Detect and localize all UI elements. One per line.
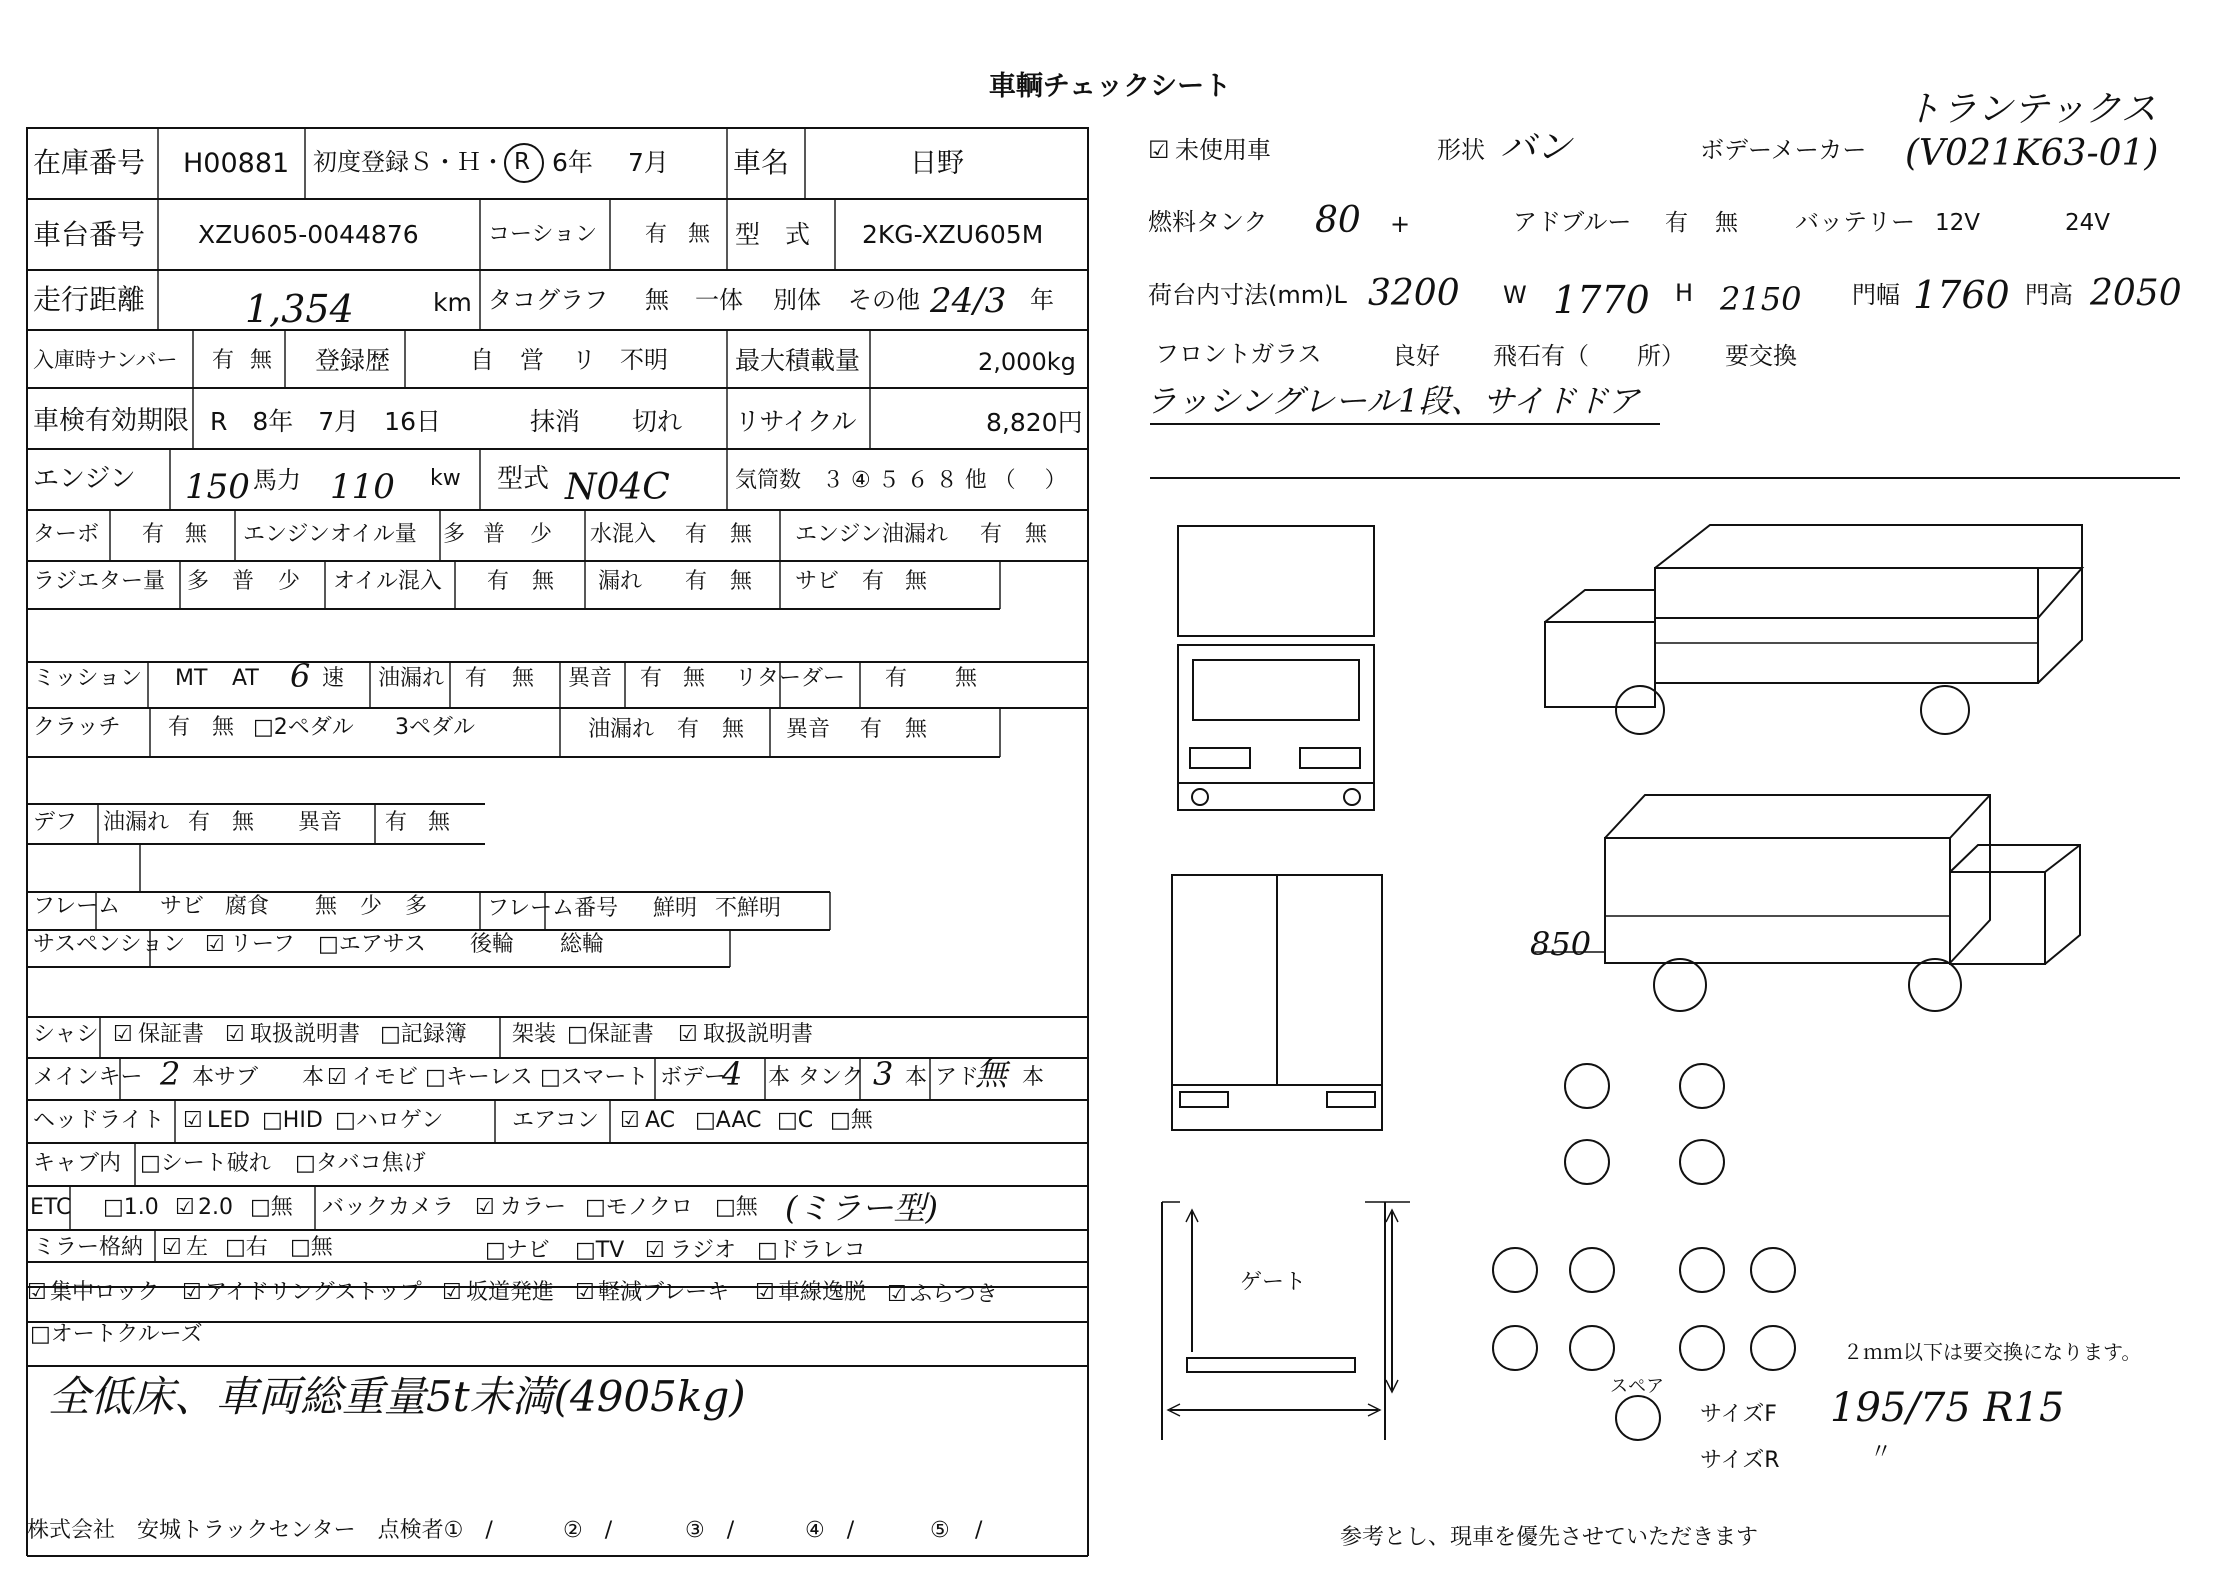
entry-plate-label: 入庫時ナンバー bbox=[33, 348, 178, 372]
clutch-no: 無 bbox=[212, 715, 235, 740]
tire-m1 bbox=[1565, 1140, 1609, 1184]
maker-label: 車名 bbox=[733, 146, 790, 179]
mileage-label: 走行距離 bbox=[33, 283, 146, 316]
era-value: R bbox=[514, 149, 530, 175]
cancelled: 抹消 bbox=[530, 407, 581, 436]
shape-label: 形状 bbox=[1437, 136, 1485, 164]
truck-front-view bbox=[1178, 526, 1374, 810]
body-key-unit: 本 bbox=[768, 1065, 791, 1090]
body-warranty: □保証書 bbox=[567, 1022, 654, 1047]
inspector-2: ② / bbox=[563, 1518, 613, 1543]
battery-24v: 24V bbox=[2065, 210, 2111, 236]
mileage-handwritten: 1,354 bbox=[245, 287, 354, 331]
battery-label: バッテリー bbox=[1795, 208, 1915, 236]
frame-none: 無 bbox=[315, 894, 338, 919]
tank-key-count: 3 bbox=[873, 1055, 894, 1093]
chassis-warranty: 保証書 bbox=[138, 1022, 205, 1047]
sheet-title: 車輌チェックシート bbox=[988, 71, 1232, 102]
mileage-unit: km bbox=[433, 288, 472, 317]
frame-few: 少 bbox=[360, 894, 383, 919]
caution-yes: 有 bbox=[645, 222, 668, 247]
body-manual: 取扱説明書 bbox=[703, 1022, 814, 1047]
truck-side-view-right bbox=[1545, 525, 2082, 734]
clutch-leak-yes: 有 bbox=[677, 717, 700, 742]
entry-plate-yes: 有 bbox=[212, 348, 235, 373]
inspector-5-slash: / bbox=[975, 1518, 983, 1543]
mission-mt: MT bbox=[175, 666, 208, 691]
tacho-integrated: 一体 bbox=[695, 286, 743, 314]
expired: 切れ bbox=[632, 407, 683, 436]
headlight-led: LED bbox=[207, 1108, 251, 1133]
door-height-label: 門高 bbox=[2025, 281, 2073, 309]
oil-normal: 普 bbox=[483, 522, 506, 547]
adblue-yes: 有 bbox=[1665, 210, 1688, 236]
frame-rust: サビ bbox=[160, 894, 205, 919]
clutch-3pedal: 3ペダル bbox=[395, 715, 475, 740]
diff-noise-no: 無 bbox=[428, 810, 451, 835]
camera-mono: □モノクロ bbox=[585, 1195, 693, 1220]
cab-label: キャブ内 bbox=[33, 1151, 122, 1176]
suspension-label: サスペンション bbox=[33, 932, 186, 957]
body-docs-label: 架装 bbox=[512, 1022, 557, 1047]
chassis-manual: 取扱説明書 bbox=[250, 1022, 361, 1047]
idling-stop: アイドリングストップ bbox=[205, 1280, 422, 1305]
stock-number: H00881 bbox=[183, 148, 290, 179]
rust-yes: 有 bbox=[862, 569, 885, 594]
diff-label: デフ bbox=[33, 810, 78, 835]
frame-many: 多 bbox=[405, 894, 428, 919]
leak-yes: 有 bbox=[685, 569, 708, 594]
mission-noise-label: 異音 bbox=[568, 666, 613, 691]
clutch-leak-label: 油漏れ bbox=[588, 717, 655, 742]
sub-key-label: 本サブ bbox=[192, 1065, 259, 1090]
door-height-handwritten: 2050 bbox=[2090, 273, 2182, 314]
cylinders-options: ３ ④ ５ ６ ８ 他 （ ） bbox=[822, 468, 1067, 493]
engine-leak-no: 無 bbox=[1025, 522, 1048, 547]
tank-key-label: タンク bbox=[798, 1065, 864, 1090]
inspector-3: ③ / bbox=[685, 1518, 735, 1543]
headlight-label: ヘッドライト bbox=[33, 1108, 165, 1133]
body-maker-label: ボデーメーカー bbox=[1700, 136, 1867, 164]
clutch-noise-label: 異音 bbox=[786, 717, 831, 742]
engine-leak-yes: 有 bbox=[980, 522, 1003, 547]
oil-many: 多 bbox=[443, 522, 466, 547]
reg-history-lease: リ bbox=[572, 346, 596, 374]
chassis-number: XZU605-0044876 bbox=[198, 220, 419, 249]
tire-fl bbox=[1565, 1064, 1609, 1108]
tacho-none: 無 bbox=[645, 286, 669, 314]
cargo-length-handwritten: 3200 bbox=[1368, 273, 1460, 314]
rust-label: サビ bbox=[795, 569, 840, 594]
cargo-height-label: H bbox=[1675, 279, 1694, 307]
headlight-hid: □HID bbox=[262, 1108, 323, 1133]
etc-2-0: 2.0 bbox=[198, 1195, 233, 1220]
mirror-right: □右 bbox=[225, 1235, 268, 1260]
tobacco-burn: □タバコ焦げ bbox=[295, 1151, 426, 1176]
front-glass-good: 良好 bbox=[1392, 342, 1440, 370]
tacho-year-unit: 年 bbox=[1030, 286, 1054, 314]
inspection-date: R 8年 7月 16日 bbox=[210, 407, 441, 436]
diff-noise-yes: 有 bbox=[385, 810, 408, 835]
front-glass-label: フロントガラス bbox=[1155, 340, 1322, 368]
caution-label: コーション bbox=[488, 222, 598, 247]
size-rear-value: 〃 bbox=[1870, 1440, 1893, 1465]
size-front-handwritten: 195/75 R15 bbox=[1830, 1385, 2065, 1431]
leak-no: 無 bbox=[730, 569, 753, 594]
cargo-width-handwritten: 1770 bbox=[1553, 278, 1650, 322]
water-yes: 有 bbox=[685, 522, 708, 547]
turbo-no: 無 bbox=[185, 522, 208, 547]
mirror-fold-label: ミラー格納 bbox=[33, 1235, 144, 1260]
reg-history-self: 自 bbox=[470, 346, 494, 374]
aircon-c: □C bbox=[777, 1108, 814, 1133]
engine-model-label: 型式 bbox=[497, 464, 550, 494]
lane-departure: 車線逸脱 bbox=[778, 1280, 867, 1305]
mission-leak-no: 無 bbox=[512, 666, 535, 691]
auto-cruise: □オートクルーズ bbox=[30, 1322, 203, 1347]
retarder-no: 無 bbox=[955, 666, 978, 691]
size-front-label: サイズF bbox=[1700, 1402, 1777, 1427]
radiator-label: ラジエター量 bbox=[33, 569, 166, 594]
cargo-dimensions-label: 荷台内寸法(mm)L bbox=[1148, 281, 1347, 309]
reduce-brake: 軽減ブレーキ bbox=[598, 1280, 730, 1305]
front-glass-chip: 飛石有（ 所） bbox=[1493, 342, 1685, 370]
oil-few: 少 bbox=[530, 522, 553, 547]
max-load-label: 最大積載量 bbox=[735, 346, 861, 375]
tire-rl-in bbox=[1570, 1248, 1614, 1292]
tacho-date-handwritten: 24/3 bbox=[930, 281, 1007, 321]
mission-at: AT bbox=[232, 666, 259, 691]
immobilizer: イモビ bbox=[352, 1065, 419, 1090]
inspector-4: ④ / bbox=[805, 1518, 855, 1543]
camera-none: □無 bbox=[715, 1195, 758, 1220]
diff-noise-label: 異音 bbox=[298, 810, 343, 835]
chassis-record: □記録簿 bbox=[380, 1022, 467, 1047]
unused-vehicle: 未使用車 bbox=[1175, 136, 1271, 164]
frame-number-unclear: 不鮮明 bbox=[715, 896, 782, 921]
engine-leak-label: エンジン油漏れ bbox=[795, 522, 948, 547]
main-key-label: メインキー bbox=[33, 1065, 143, 1090]
etc-none: □無 bbox=[250, 1195, 293, 1220]
maker-value: 日野 bbox=[910, 148, 964, 179]
tacho-other: その他 bbox=[848, 286, 920, 314]
cylinders-label: 気筒数 bbox=[735, 468, 802, 493]
clutch-2pedal: □2ペダル bbox=[253, 715, 354, 740]
body-key-count: 4 bbox=[722, 1055, 743, 1093]
clutch-yes: 有 bbox=[168, 715, 191, 740]
model-label: 型 式 bbox=[735, 220, 811, 249]
size-rear-label: サイズR bbox=[1700, 1448, 1780, 1473]
reg-history-business: 営 bbox=[520, 346, 544, 374]
suspension-leaf-box: ☑ bbox=[205, 932, 225, 957]
clutch-noise-no: 無 bbox=[905, 717, 928, 742]
navi: □ナビ bbox=[485, 1238, 550, 1263]
tank-key-unit: 本 bbox=[905, 1065, 928, 1090]
tire-spare bbox=[1616, 1396, 1660, 1440]
turbo-yes: 有 bbox=[142, 522, 165, 547]
gate-diagram bbox=[1162, 1202, 1410, 1440]
drive-recorder: □ドラレコ bbox=[757, 1238, 866, 1263]
clutch-leak-no: 無 bbox=[722, 717, 745, 742]
adblue-key-count: 無 bbox=[975, 1055, 1008, 1093]
chassis-docs-label: シャシ bbox=[33, 1022, 99, 1047]
model-value: 2KG-XZU605M bbox=[862, 220, 1044, 249]
mirror-left: 左 bbox=[186, 1235, 209, 1260]
frame-number-clear: 鮮明 bbox=[653, 896, 698, 921]
footer-company-inspector: 株式会社 安城トラックセンター 点検者① / bbox=[27, 1518, 493, 1543]
registration-year: 6年 bbox=[552, 148, 593, 177]
wobble: ふらつき bbox=[910, 1282, 998, 1307]
radiator-few: 少 bbox=[278, 569, 301, 594]
door-width-handwritten: 1760 bbox=[1913, 273, 2010, 317]
engine-label: エンジン bbox=[33, 464, 136, 494]
gear-count-handwritten: 6 bbox=[290, 657, 311, 695]
tacho-separate: 別体 bbox=[773, 286, 821, 314]
adblue-key-label: アド bbox=[935, 1065, 980, 1090]
etc-label: ETC bbox=[30, 1195, 72, 1220]
back-camera-label: バックカメラ bbox=[322, 1195, 455, 1220]
recycle-value: 8,820円 bbox=[986, 408, 1083, 437]
floor-height-handwritten: 850 bbox=[1530, 925, 1592, 963]
aircon-aac: □AAC bbox=[695, 1108, 762, 1133]
rust-no: 無 bbox=[905, 569, 928, 594]
mission-leak-yes: 有 bbox=[465, 666, 488, 691]
caution-no: 無 bbox=[688, 222, 711, 247]
oil-mix-yes: 有 bbox=[487, 569, 510, 594]
keyless: □キーレス bbox=[425, 1065, 533, 1090]
diff-leak-yes: 有 bbox=[188, 810, 211, 835]
fuel-tank-handwritten: 80 bbox=[1315, 200, 1361, 241]
bottom-note: 参考とし、現車を優先させていただきます bbox=[1340, 1525, 1759, 1550]
tire-rr-in bbox=[1680, 1248, 1724, 1292]
water-label: 水混入 bbox=[590, 522, 657, 547]
cargo-height-handwritten: 2150 bbox=[1720, 280, 1802, 318]
fuel-tank-label: 燃料タンク bbox=[1148, 208, 1268, 236]
chassis-label: 車台番号 bbox=[33, 218, 146, 251]
central-lock: 集中ロック bbox=[50, 1280, 160, 1305]
tire-m2 bbox=[1680, 1140, 1724, 1184]
reg-history-unknown: 不明 bbox=[620, 346, 668, 374]
radiator-normal: 普 bbox=[232, 569, 255, 594]
registration-month: 7月 bbox=[628, 148, 669, 177]
entry-plate-no: 無 bbox=[250, 348, 273, 373]
adblue-key-unit: 本 bbox=[1022, 1065, 1045, 1090]
frame-number-label: フレーム番号 bbox=[487, 896, 619, 921]
suspension-leaf: リーフ bbox=[230, 932, 295, 957]
mission-label: ミッション bbox=[33, 666, 143, 691]
sub-key-unit: 本 bbox=[302, 1065, 325, 1090]
tachograph-label: タコグラフ bbox=[488, 286, 608, 314]
camera-color: カラー bbox=[500, 1195, 567, 1220]
registration-label: 初度登録Ｓ・Ｈ・ bbox=[313, 148, 505, 176]
spare-label: スペア bbox=[1610, 1376, 1664, 1397]
diff-leak-no: 無 bbox=[232, 810, 255, 835]
suspension-rear: 後輪 bbox=[470, 932, 515, 957]
frame-corrosion: 腐食 bbox=[225, 894, 270, 919]
aircon-none: □無 bbox=[830, 1108, 873, 1133]
tire-rl-out bbox=[1493, 1248, 1537, 1292]
truck-side-view-left bbox=[1535, 795, 2080, 1011]
recycle-label: リサイクル bbox=[735, 407, 857, 436]
tv: □TV bbox=[575, 1238, 625, 1263]
diff-leak-label: 油漏れ bbox=[103, 810, 170, 835]
stock-label: 在庫番号 bbox=[33, 146, 146, 179]
mission-noise-yes: 有 bbox=[640, 666, 663, 691]
hp-handwritten: 150 bbox=[185, 467, 250, 507]
truck-rear-view bbox=[1172, 875, 1382, 1130]
inspector-5: ⑤ bbox=[930, 1518, 950, 1543]
tire-note: ２ｍｍ以下は要交換になります。 bbox=[1843, 1340, 2142, 1364]
battery-12v: 12V bbox=[1935, 210, 1981, 236]
max-load-value: 2,000kg bbox=[978, 348, 1076, 376]
front-glass-replace: 要交換 bbox=[1725, 342, 1797, 370]
note-handwritten: 全低床、車両総重量5t未満(4905kg) bbox=[48, 1372, 746, 1421]
oil-mix-label: オイル混入 bbox=[333, 569, 442, 594]
adblue-label: アドブルー bbox=[1513, 208, 1632, 236]
door-width-label: 門幅 bbox=[1852, 281, 1900, 309]
aircon-label: エアコン bbox=[512, 1108, 599, 1133]
adblue-no: 無 bbox=[1715, 210, 1738, 236]
oil-mix-no: 無 bbox=[532, 569, 555, 594]
suspension-air: □エアサス bbox=[318, 932, 426, 957]
radio: ラジオ bbox=[670, 1238, 737, 1263]
inspection-label: 車検有効期限 bbox=[33, 406, 190, 436]
kw-unit: kw bbox=[430, 466, 461, 491]
retarder-label: リターダー bbox=[735, 666, 846, 691]
engine-model-handwritten: N04C bbox=[565, 467, 670, 508]
kw-handwritten: 110 bbox=[330, 467, 395, 507]
tire-rr-out bbox=[1751, 1248, 1795, 1292]
clutch-noise-yes: 有 bbox=[860, 717, 883, 742]
retarder-yes: 有 bbox=[885, 666, 908, 691]
tire-fr bbox=[1680, 1064, 1724, 1108]
frame-label: フレーム bbox=[33, 894, 121, 919]
radiator-many: 多 bbox=[187, 569, 210, 594]
body-maker-handwritten: トランテックス bbox=[1905, 89, 2157, 130]
fuel-plus: + bbox=[1390, 210, 1411, 238]
mission-leak-label: 油漏れ bbox=[378, 666, 445, 691]
main-key-count: 2 bbox=[160, 1055, 181, 1093]
smart-key: □スマート bbox=[540, 1065, 649, 1090]
gate-label: ゲート bbox=[1240, 1270, 1307, 1295]
body-model-handwritten: (V021K63-01) bbox=[1905, 133, 2159, 174]
suspension-all: 総輪 bbox=[560, 932, 605, 957]
oil-amount-label: エンジンオイル量 bbox=[243, 522, 417, 547]
cargo-width-label: W bbox=[1503, 281, 1527, 309]
hp-unit: 馬力 bbox=[253, 466, 301, 494]
hill-start: 坂道発進 bbox=[466, 1280, 555, 1305]
etc-1-0: □1.0 bbox=[103, 1195, 159, 1220]
seat-tear: □シート破れ bbox=[140, 1151, 271, 1176]
turbo-label: ターボ bbox=[33, 522, 100, 547]
mirror-none: □無 bbox=[290, 1235, 333, 1260]
water-no: 無 bbox=[730, 522, 753, 547]
clutch-label: クラッチ bbox=[33, 715, 121, 740]
headlight-halogen: □ハロゲン bbox=[335, 1108, 444, 1133]
reg-history-label: 登録歴 bbox=[315, 346, 391, 375]
shape-handwritten: バン bbox=[1500, 127, 1573, 168]
aircon-ac: AC bbox=[645, 1108, 676, 1133]
equipment-handwritten: ラッシングレール1段、サイドドア bbox=[1145, 382, 1640, 420]
body-key-label: ボデー bbox=[660, 1065, 727, 1090]
leak-label: 漏れ bbox=[598, 569, 643, 594]
gear-speed-unit: 速 bbox=[322, 666, 345, 691]
mirror-type-note: (ミラー型) bbox=[785, 1189, 938, 1227]
mission-noise-no: 無 bbox=[683, 666, 706, 691]
